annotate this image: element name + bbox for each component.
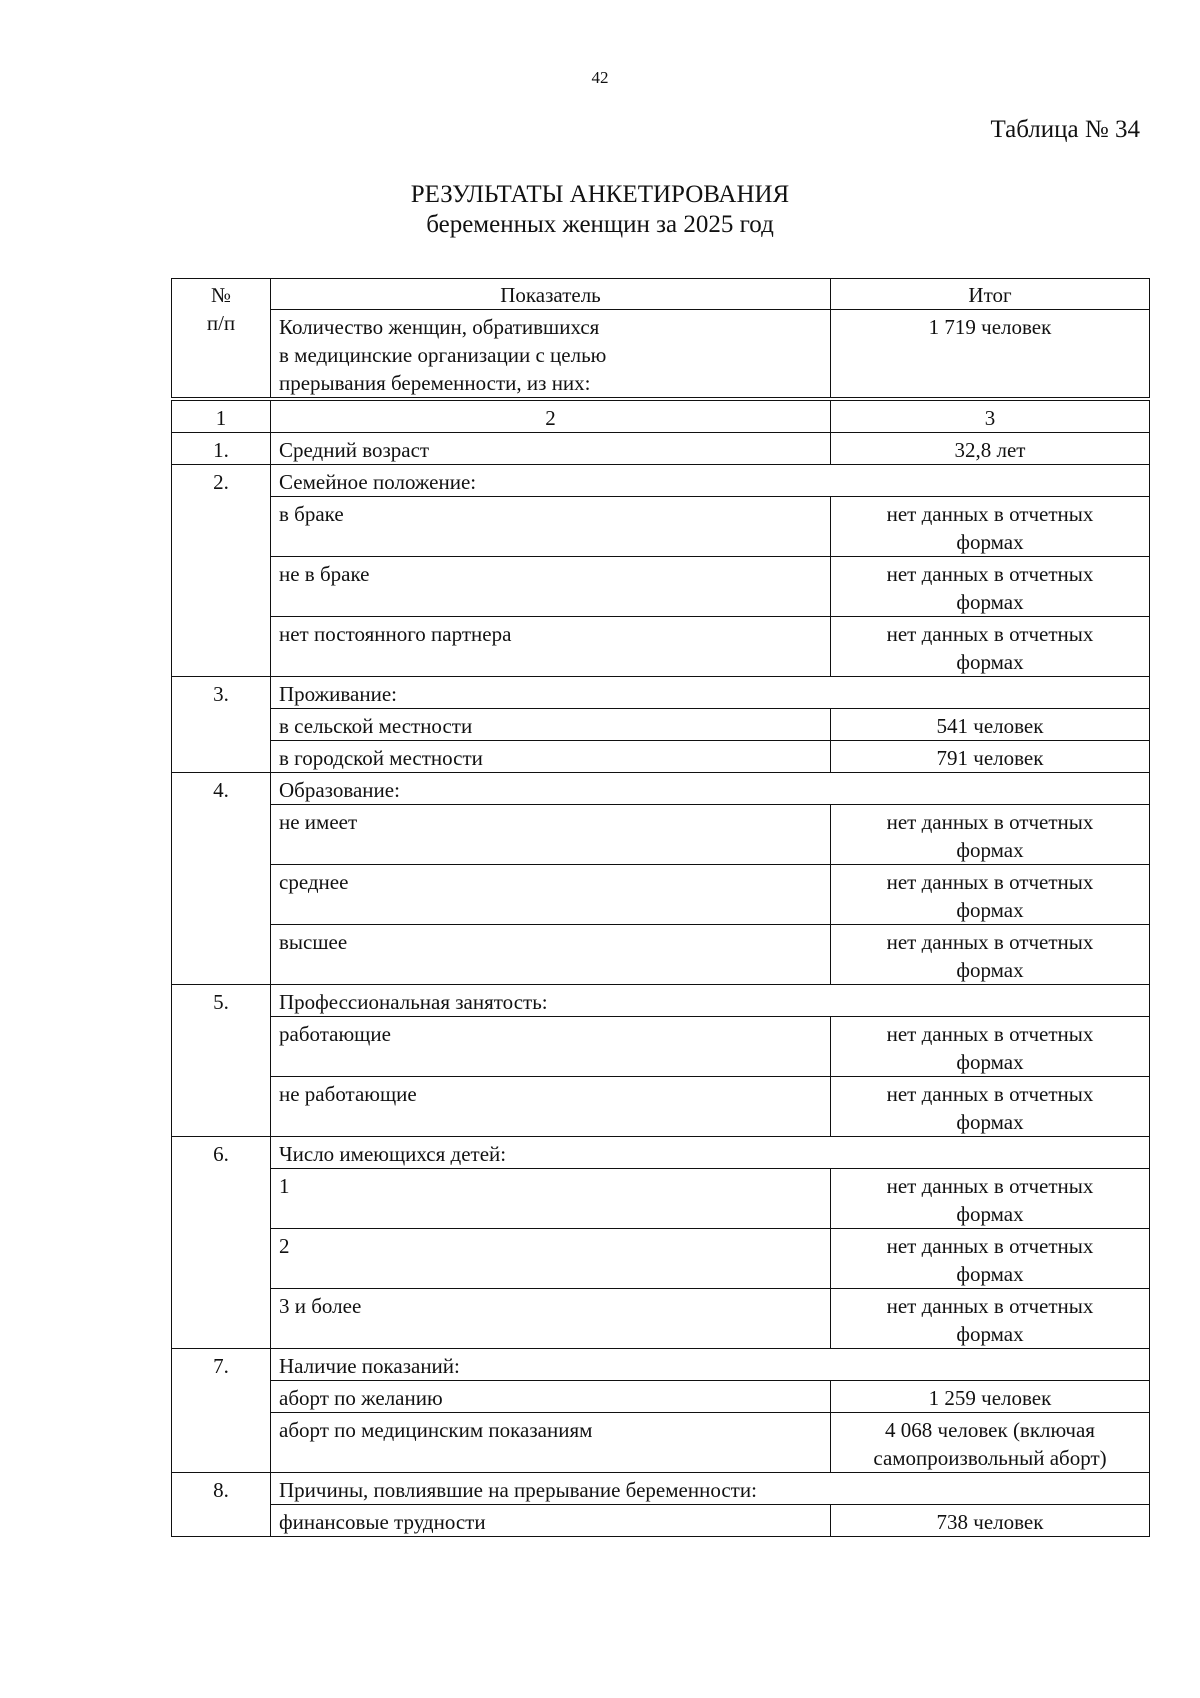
- section-number: 4.: [172, 773, 271, 985]
- section-title: Профессиональная занятость:: [271, 985, 1150, 1017]
- header-number-cell: № п/п: [172, 279, 271, 400]
- item-row: [172, 557, 1150, 617]
- item-label: нет постоянного партнера: [271, 617, 831, 677]
- column-number: 3: [831, 399, 1150, 433]
- item-label: не работающие: [271, 1077, 831, 1137]
- section-title: Проживание:: [271, 677, 1150, 709]
- item-value: нет данных в отчетных формах: [831, 925, 1150, 985]
- item-value: нет данных в отчетных формах: [831, 1077, 1150, 1137]
- item-label: финансовые трудности: [271, 1505, 831, 1537]
- section-row: [172, 1137, 1150, 1169]
- item-row: [172, 1017, 1150, 1077]
- total-label: Количество женщин, обратившихся в медицинские организации с целью прерывания беременности, из них:: [271, 310, 831, 400]
- section-row: [172, 1473, 1150, 1505]
- section-row: [172, 773, 1150, 805]
- section-number: 5.: [172, 985, 271, 1137]
- document-title: РЕЗУЛЬТАТЫ АНКЕТИРОВАНИЯ: [410, 181, 790, 208]
- item-row: [172, 1413, 1150, 1473]
- item-value: нет данных в отчетных формах: [831, 497, 1150, 557]
- item-row: [172, 1381, 1150, 1413]
- section-row: [172, 433, 1150, 465]
- title-block: [0, 180, 1200, 240]
- item-value: 4 068 человек (включая самопроизвольный аборт): [831, 1413, 1150, 1473]
- section-title: Число имеющихся детей:: [271, 1137, 1150, 1169]
- item-row: [172, 1229, 1150, 1289]
- item-row: [172, 741, 1150, 773]
- item-label: не в браке: [271, 557, 831, 617]
- table-header-row: [172, 279, 1150, 310]
- section-number: 8.: [172, 1473, 271, 1537]
- item-row: [172, 925, 1150, 985]
- column-number: 1: [172, 399, 271, 433]
- item-row: [172, 1505, 1150, 1537]
- item-label: среднее: [271, 865, 831, 925]
- item-value: 541 человек: [831, 709, 1150, 741]
- section-number: 2.: [172, 465, 271, 677]
- item-row: [172, 1169, 1150, 1229]
- section-number: 6.: [172, 1137, 271, 1349]
- item-label: 2: [271, 1229, 831, 1289]
- item-label: аборт по желанию: [271, 1381, 831, 1413]
- header-indicator-cell: Показатель: [271, 279, 831, 310]
- column-number: 2: [271, 399, 831, 433]
- item-label: в сельской местности: [271, 709, 831, 741]
- section-number: 7.: [172, 1349, 271, 1473]
- table-label: Таблица № 34: [990, 116, 1140, 143]
- item-value: нет данных в отчетных формах: [831, 805, 1150, 865]
- section-title: Семейное положение:: [271, 465, 1150, 497]
- item-row: [172, 1289, 1150, 1349]
- column-numbers-row: [172, 399, 1150, 433]
- section-row: [172, 677, 1150, 709]
- item-value: нет данных в отчетных формах: [831, 1229, 1150, 1289]
- section-row: [172, 1349, 1150, 1381]
- item-value: 738 человек: [831, 1505, 1150, 1537]
- item-label: в браке: [271, 497, 831, 557]
- item-value: нет данных в отчетных формах: [831, 1289, 1150, 1349]
- total-value: 1 719 человек: [831, 310, 1150, 400]
- item-row: [172, 805, 1150, 865]
- section-row: [172, 985, 1150, 1017]
- item-label: аборт по медицинским показаниям: [271, 1413, 831, 1473]
- document-subtitle: беременных женщин за 2025 год: [426, 211, 774, 238]
- item-label: работающие: [271, 1017, 831, 1077]
- item-row: [172, 709, 1150, 741]
- item-row: [172, 497, 1150, 557]
- item-label: не имеет: [271, 805, 831, 865]
- section-title: Причины, повлиявшие на прерывание беременности:: [271, 1473, 1150, 1505]
- item-value: нет данных в отчетных формах: [831, 617, 1150, 677]
- item-row: [172, 617, 1150, 677]
- item-label: в городской местности: [271, 741, 831, 773]
- page-number: 42: [591, 68, 609, 87]
- section-title: Образование:: [271, 773, 1150, 805]
- item-value: 1 259 человек: [831, 1381, 1150, 1413]
- survey-results-table: [171, 278, 1150, 1537]
- section-value: 32,8 лет: [831, 433, 1150, 465]
- section-number: 3.: [172, 677, 271, 773]
- section-title: Средний возраст: [271, 433, 831, 465]
- item-label: 3 и более: [271, 1289, 831, 1349]
- item-value: нет данных в отчетных формах: [831, 557, 1150, 617]
- item-value: 791 человек: [831, 741, 1150, 773]
- header-total-cell: Итог: [831, 279, 1150, 310]
- item-label: 1: [271, 1169, 831, 1229]
- item-row: [172, 865, 1150, 925]
- item-value: нет данных в отчетных формах: [831, 1169, 1150, 1229]
- item-label: высшее: [271, 925, 831, 985]
- section-number: 1.: [172, 433, 271, 465]
- section-title: Наличие показаний:: [271, 1349, 1150, 1381]
- item-value: нет данных в отчетных формах: [831, 1017, 1150, 1077]
- item-row: [172, 1077, 1150, 1137]
- total-row: [172, 310, 1150, 400]
- item-value: нет данных в отчетных формах: [831, 865, 1150, 925]
- section-row: [172, 465, 1150, 497]
